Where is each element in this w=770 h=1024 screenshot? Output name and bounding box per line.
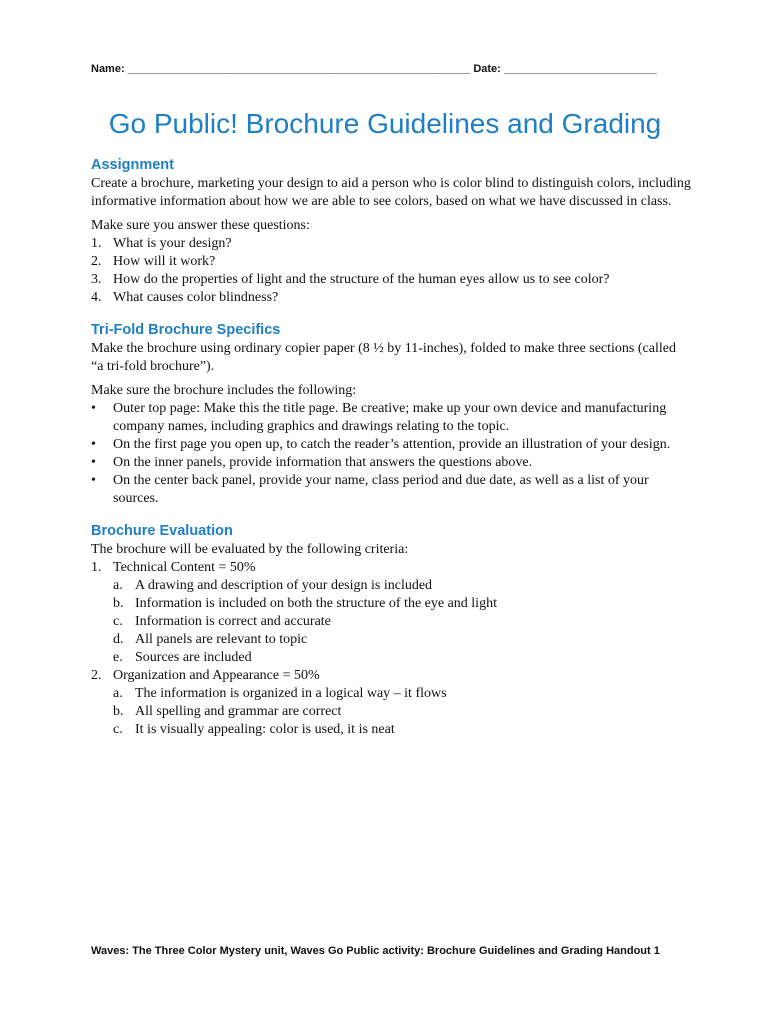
trifold-intro: Make the brochure using ordinary copier paper (8 ½ by 11-inches), folded to make three sections (called “a tri-fold brochure”). (91, 341, 676, 374)
document-body (91, 156, 691, 739)
list-letter: c. (113, 722, 123, 737)
criteria-list (91, 559, 691, 739)
list-item (91, 400, 691, 436)
list-number: 1. (91, 236, 102, 251)
question-text: How do the properties of light and the structure of the human eyes allow us to see color? (113, 272, 610, 287)
subcriterion-text: A drawing and description of your design is included (135, 578, 433, 593)
list-item (113, 721, 691, 739)
list-item (113, 595, 691, 613)
page-title: Go Public! Brochure Guidelines and Grading (108, 108, 662, 139)
list-item (91, 559, 691, 667)
subcriterion-text: All panels are relevant to topic (135, 632, 308, 647)
list-item (113, 649, 691, 667)
evaluation-heading: Brochure Evaluation (91, 523, 233, 539)
list-number: 2. (91, 254, 102, 269)
trifold-heading: Tri-Fold Brochure Specifics (91, 322, 281, 338)
list-item (113, 631, 691, 649)
list-letter: a. (113, 686, 123, 701)
bullet-text: On the center back panel, provide your name, class period and due date, as well as a list of your sources. (113, 473, 649, 506)
list-number: 3. (91, 272, 102, 287)
criterion-text: Organization and Appearance = 50% (113, 668, 320, 683)
list-item (113, 685, 691, 703)
subcriteria-list (113, 577, 691, 667)
question-text: How will it work? (113, 254, 216, 269)
subcriterion-text: Information is included on both the structure of the eye and light (135, 596, 497, 611)
assignment-heading: Assignment (91, 157, 174, 173)
list-item (113, 703, 691, 721)
question-text: What causes color blindness? (113, 290, 279, 305)
list-number: 4. (91, 290, 102, 305)
bullet-icon: • (91, 401, 96, 416)
includes-list (91, 400, 691, 508)
list-item (113, 613, 691, 631)
list-letter: c. (113, 614, 123, 629)
subcriterion-text: It is visually appealing: color is used, it is neat (135, 722, 395, 737)
list-letter: a. (113, 578, 123, 593)
list-item (91, 289, 691, 307)
list-letter: b. (113, 704, 124, 719)
list-number: 2. (91, 668, 102, 683)
bullet-text: Outer top page: Make this the title page. Be creative; make up your own device and manufacturing company names, including graphics and drawings relating to the topic. (113, 401, 667, 434)
list-item (91, 667, 691, 739)
footer-text: Waves: The Three Color Mystery unit, Waves Go Public activity: Brochure Guidelines and Grading Handout (91, 945, 651, 957)
list-item (91, 472, 691, 508)
bullet-text: On the inner panels, provide information that answers the questions above. (113, 455, 533, 470)
subcriterion-text: The information is organized in a logical way – it flows (135, 686, 447, 701)
subcriterion-text: All spelling and grammar are correct (135, 704, 342, 719)
bullet-icon: • (91, 455, 96, 470)
page-footer (91, 945, 660, 957)
subcriterion-text: Information is correct and accurate (135, 614, 331, 629)
subcriterion-text: Sources are included (135, 650, 252, 665)
bullet-icon: • (91, 437, 96, 452)
subcriteria-list (113, 685, 691, 739)
page-number: 1 (653, 945, 660, 957)
name-date-line: Name: ________________________________________________________ Date: _________________________ (91, 63, 657, 75)
evaluation-intro: The brochure will be evaluated by the following criteria: (91, 542, 409, 557)
list-item (91, 454, 691, 472)
list-item (91, 271, 691, 289)
assignment-intro: Create a brochure, marketing your design to aid a person who is color blind to distinguish colors, including informative information about how we are able to see colors, based on what we have discussed in class. (91, 176, 691, 209)
list-letter: e. (113, 650, 123, 665)
list-item (91, 436, 691, 454)
list-letter: b. (113, 596, 124, 611)
bullet-icon: • (91, 473, 96, 488)
list-letter: d. (113, 632, 124, 647)
questions-intro: Make sure you answer these questions: (91, 218, 310, 233)
list-item (91, 235, 691, 253)
list-item (113, 577, 691, 595)
list-number: 1. (91, 560, 102, 575)
includes-intro: Make sure the brochure includes the following: (91, 383, 357, 398)
criterion-text: Technical Content = 50% (113, 560, 256, 575)
bullet-text: On the first page you open up, to catch the reader’s attention, provide an illustration of your design. (113, 437, 671, 452)
list-item (91, 253, 691, 271)
questions-list (91, 235, 691, 307)
question-text: What is your design? (113, 236, 232, 251)
